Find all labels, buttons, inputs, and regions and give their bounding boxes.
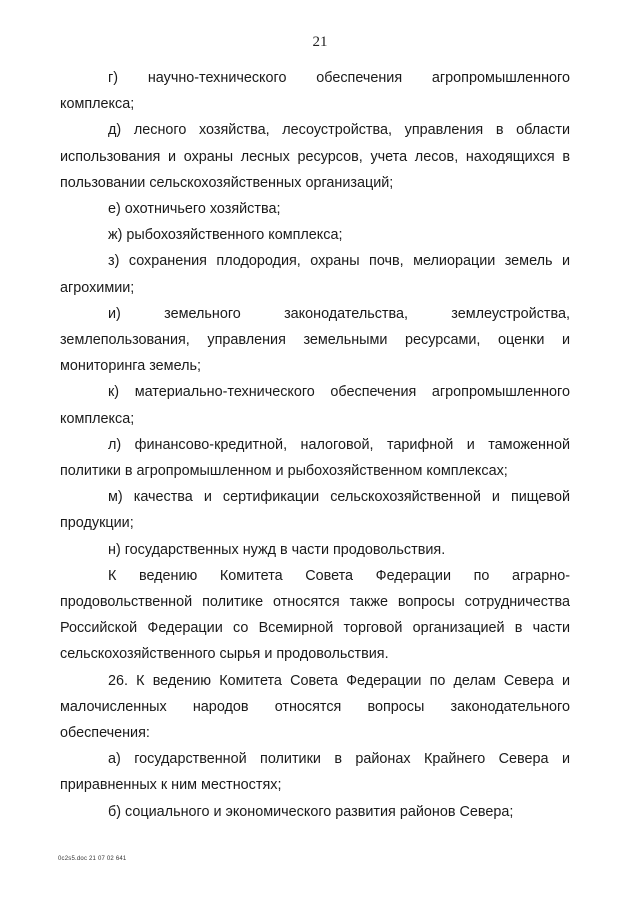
paragraph-b: б) социального и экономического развития районов Севера; bbox=[108, 803, 514, 820]
paragraph-k: к) материально-технического обеспечения агропромышленного комплекса; bbox=[60, 384, 570, 427]
paragraph-m: м) качества и сертификации сельскохозяйственной и пищевой продукции; bbox=[60, 489, 570, 532]
paragraph-i: и) земельного законодательства, землеустройства, землепользования, управления земельными ресурсами, оценки и мониторинга земель; bbox=[60, 305, 570, 375]
paragraph-g: г) научно-технического обеспечения агропромышленного комплекса; bbox=[60, 70, 570, 113]
paragraph-zh: ж) рыбохозяйственного комплекса; bbox=[108, 227, 343, 244]
paragraph-wto: К ведению Комитета Совета Федерации по аграрно-продовольственной политике относятся также вопросы сотрудничества Российской Федерации со Всемирной торговой организацией в части сельскохозяйственного сырья и продовольствия. bbox=[60, 567, 570, 663]
paragraph-e: е) охотничьего хозяйства; bbox=[108, 201, 281, 218]
paragraph-d: д) лесного хозяйства, лесоустройства, управления в области использования и охраны лесных ресурсов, учета лесов, находящихся в пользовании сельскохозяйственных организаций; bbox=[60, 122, 570, 191]
page-number: 21 bbox=[312, 34, 328, 50]
file-footer: 0c2s5.doc 21 07 02 641 bbox=[58, 856, 127, 862]
paragraph-26: 26. К ведению Комитета Совета Федерации по делам Севера и малочисленных народов относятся вопросы законодательного обеспечения: bbox=[60, 672, 570, 742]
document-body bbox=[60, 65, 570, 825]
paragraph-z: з) сохранения плодородия, охраны почв, мелиорации земель и агрохимии; bbox=[60, 253, 570, 296]
paragraph-l: л) финансово-кредитной, налоговой, тарифной и таможенной политики в агропромышленном и рыбохозяйственном комплексах; bbox=[60, 436, 570, 480]
paragraph-a: а) государственной политики в районах Крайнего Севера и приравненных к ним местностях; bbox=[60, 751, 570, 794]
paragraph-n: н) государственных нужд в части продовольствия. bbox=[108, 541, 446, 558]
